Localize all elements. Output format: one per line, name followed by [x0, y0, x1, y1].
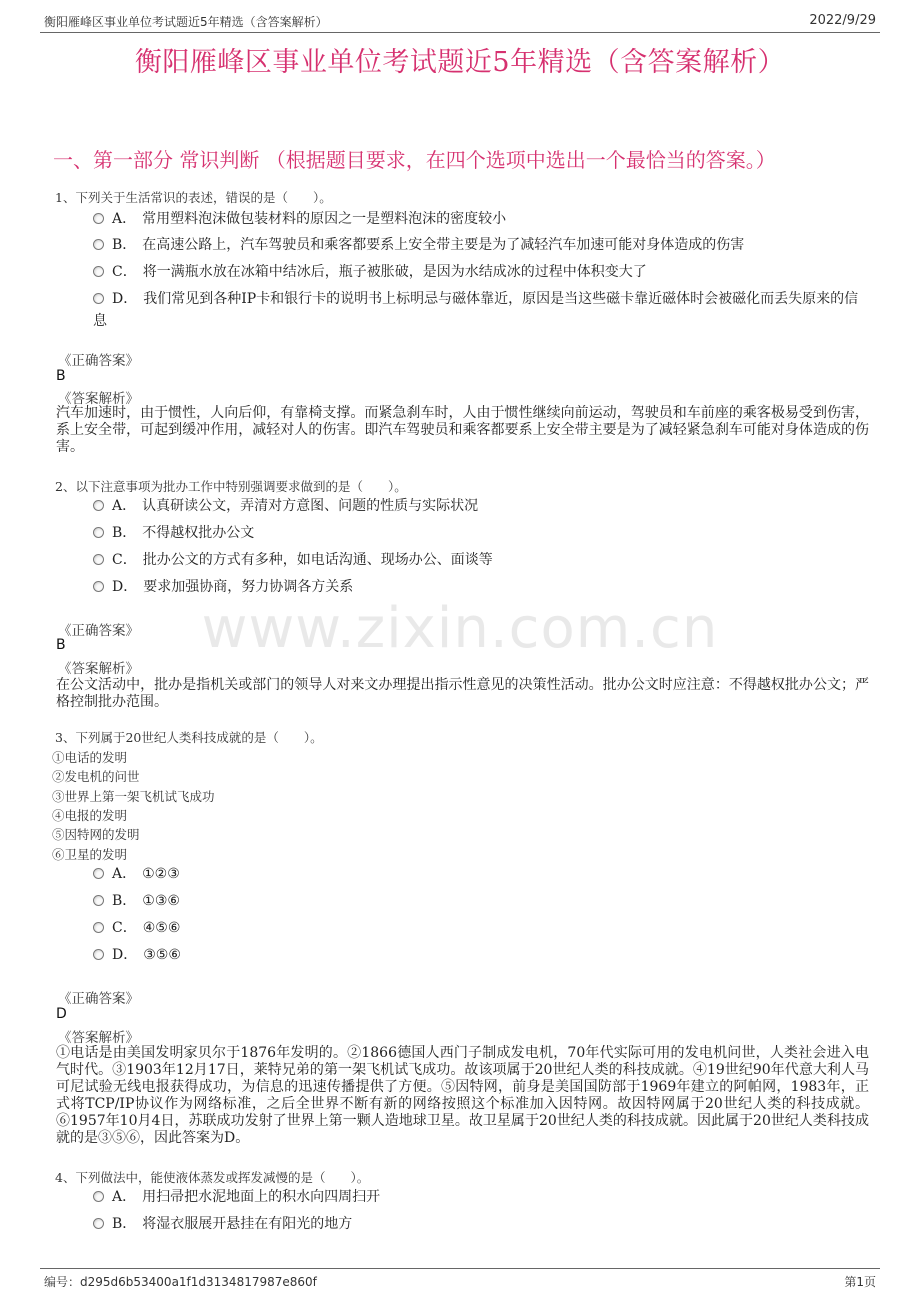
radio-icon[interactable]: [93, 1191, 104, 1202]
page-header: [40, 12, 880, 33]
radio-icon[interactable]: [93, 500, 104, 511]
page-title: 衡阳雁峰区事业单位考试题近5年精选（含答案解析）: [134, 47, 786, 78]
question-3-option-a[interactable]: A． ①②③: [93, 863, 868, 885]
explanation-label: 《答案解析》: [58, 391, 139, 407]
radio-icon[interactable]: [93, 266, 104, 277]
footer-code: 编号：d295d6b53400a1f1d3134817987e860f: [44, 1275, 317, 1289]
question-4-stem: 4、下列做法中，能使液体蒸发或挥发减慢的是（ ）。: [55, 1170, 370, 1185]
question-4-option-a[interactable]: A． 用扫帚把水泥地面上的积水向四周扫开: [93, 1186, 868, 1208]
page-number: 第1页: [844, 1275, 876, 1289]
watermark: www.zixin.com.cn: [201, 596, 719, 661]
question-3-item: ①电话的发明: [52, 750, 128, 765]
section-heading: 一、第一部分 常识判断 （根据题目要求，在四个选项中选出一个最恰当的答案。）: [53, 148, 776, 172]
question-2-option-b[interactable]: B． 不得越权批办公文: [93, 522, 868, 544]
question-3-explanation: ①电话是由美国发明家贝尔于1876年发明的。②1866德国人西门子制成发电机，70年代实际可用的发电机问世，人类社会进入电气时代。③1903年12月17日，莱特兄弟的第一架飞机试飞成功。故该项属于20世纪人类的科技成就。④19世纪90年代意大利人马可尼试验无线电报获得成功，为信息的迅速传播提供了方便。⑤因特网，前身是美国国防部于1969年建立的阿帕网，1983年，正式将TCP/IP协议作为网络标准，之后全世界不断有新的网络按照这个标准加入因特网。故因特网属于20世纪人类的科技成就。⑥1957年10月4日，苏联成功发射了世界上第一颗人造地球卫星。故卫星属于20世纪人类的科技成就。因此属于20世纪人类科技成就的是③⑤⑥，因此答案为D。: [56, 1045, 869, 1146]
explanation-label: 《答案解析》: [58, 661, 139, 677]
question-2-option-a[interactable]: A． 认真研读公文，弄清对方意图、问题的性质与实际状况: [93, 495, 868, 517]
question-1-option-a[interactable]: A． 常用塑料泡沫做包装材料的原因之一是塑料泡沫的密度较小: [93, 208, 868, 230]
question-2-answer: B: [56, 637, 66, 653]
question-2-stem: 2、以下注意事项为批办工作中特别强调要求做到的是（ ）。: [55, 479, 407, 494]
question-1-stem: 1、下列关于生活常识的表述，错误的是（ ）。: [55, 190, 332, 205]
question-2-option-d[interactable]: D． 要求加强协商，努力协调各方关系: [93, 576, 868, 598]
question-3-option-d[interactable]: D． ③⑤⑥: [93, 944, 868, 966]
question-3-item: ⑥卫星的发明: [52, 847, 128, 862]
question-1-option-b[interactable]: B． 在高速公路上，汽车驾驶员和乘客都要系上安全带主要是为了减轻汽车加速可能对身体造成的伤害: [93, 234, 868, 256]
question-3-item: ②发电机的问世: [52, 769, 140, 784]
question-1-option-d[interactable]: D． 我们常见到各种IP卡和银行卡的说明书上标明忌与磁体靠近，原因是当这些磁卡靠近磁体时会被磁化而丢失原来的信息: [93, 291, 859, 329]
radio-icon[interactable]: [93, 581, 104, 592]
question-1-option-c[interactable]: C． 将一满瓶水放在冰箱中结冰后，瓶子被胀破，是因为水结成冰的过程中体积变大了: [93, 261, 868, 283]
radio-icon[interactable]: [93, 239, 104, 250]
question-2-explanation: 在公文活动中，批办是指机关或部门的领导人对来文办理提出指示性意见的决策性活动。批办公文时应注意：不得越权批办公文；严格控制批办范围。: [56, 677, 869, 710]
radio-icon[interactable]: [93, 213, 104, 224]
question-3-item: ⑤因特网的发明: [52, 827, 140, 842]
header-doc-name: 衡阳雁峰区事业单位考试题近5年精选（含答案解析）: [44, 15, 328, 29]
radio-icon[interactable]: [93, 1218, 104, 1229]
question-3-option-b[interactable]: B． ①③⑥: [93, 890, 868, 912]
question-3-item: ④电报的发明: [52, 808, 128, 823]
answer-label: 《正确答案》: [58, 991, 139, 1007]
question-3-answer: D: [56, 1006, 67, 1022]
header-date: 2022/9/29: [809, 13, 876, 28]
question-2-option-c[interactable]: C． 批办公文的方式有多种，如电话沟通、现场办公、面谈等: [93, 549, 868, 571]
page-footer: [40, 1268, 880, 1291]
radio-icon[interactable]: [93, 293, 104, 304]
radio-icon[interactable]: [93, 868, 104, 879]
radio-icon[interactable]: [93, 922, 104, 933]
question-1-answer: B: [56, 368, 66, 384]
answer-label: 《正确答案》: [58, 353, 139, 369]
question-3-stem: 3、下列属于20世纪人类科技成就的是（ ）。: [55, 730, 323, 745]
question-3-item: ③世界上第一架飞机试飞成功: [52, 789, 215, 804]
radio-icon[interactable]: [93, 527, 104, 538]
question-3-option-c[interactable]: C． ④⑤⑥: [93, 917, 868, 939]
answer-label: 《正确答案》: [58, 623, 139, 639]
explanation-label: 《答案解析》: [58, 1030, 139, 1046]
radio-icon[interactable]: [93, 949, 104, 960]
question-1-explanation: 汽车加速时，由于惯性，人向后仰，有靠椅支撑。而紧急刹车时，人由于惯性继续向前运动，驾驶员和车前座的乘客极易受到伤害，系上安全带，可起到缓冲作用，减轻对人的伤害。即汽车驾驶员和乘客都要系上安全带主要是为了减轻紧急刹车可能对身体造成的伤害。: [56, 405, 869, 455]
question-4-option-b[interactable]: B． 将湿衣服展开悬挂在有阳光的地方: [93, 1213, 868, 1235]
radio-icon[interactable]: [93, 895, 104, 906]
radio-icon[interactable]: [93, 554, 104, 565]
